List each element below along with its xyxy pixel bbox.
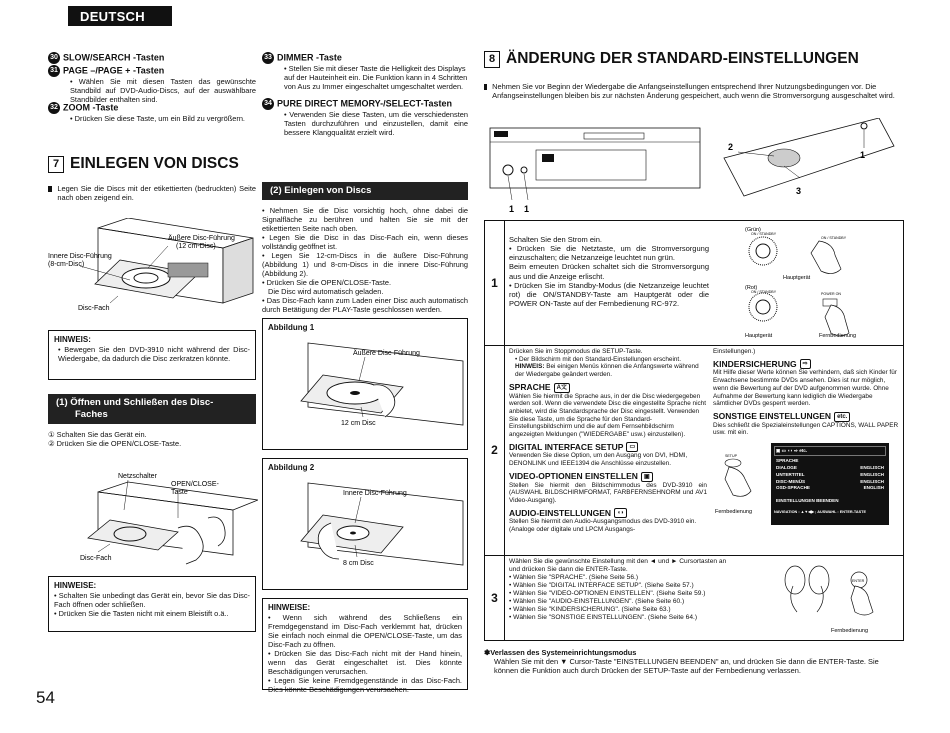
label-power-on: POWER ON (821, 292, 841, 296)
hinweis-text: • Bewegen Sie den DVD-3910 nicht während der Disc-Wiedergabe, da dadurch die Disc zerkratzen könnte. (58, 344, 250, 363)
figure-1 (262, 318, 468, 450)
screen-row (774, 485, 886, 492)
setup-button-illustration (713, 443, 771, 523)
label-open-close-2: Taste (171, 489, 188, 496)
hinweise-title: HINWEISE: (268, 603, 311, 612)
disc-tray-illustration (48, 218, 258, 326)
label-outer-guide: Äußere Disc-Führung (168, 235, 235, 242)
label-fernbedienung-3: Fernbedienung (831, 628, 869, 634)
digital-interface-icon: ▭ (626, 442, 638, 452)
step-line: • Der Bildschirm mit den Standard-Einstellungen erscheint. (515, 355, 681, 363)
label-disc-tray: Disc-Fach (78, 305, 110, 312)
item-text: • Drücken Sie diese Taste, um ein Bild zu vergrößern. (70, 114, 245, 123)
circle-number: 32 (48, 102, 60, 114)
step-line: • Drücken Sie im Standby-Modus (die Netzanzeige leuchtet rot) die ON/STANDBY-Taste am Hauptgerät oder die POWER ON-Taste auf der Fernbedienung RC-972. (509, 280, 709, 308)
label-inner-guide-sub: (8-cm-Disc) (48, 261, 85, 268)
step-line: • Wählen Sie "SPRACHE". (Siehe Seite 56.) (509, 574, 639, 582)
setup-screen-preview (771, 443, 889, 525)
circle-number: 34 (262, 98, 274, 110)
bullet-line: • Legen Sie 12-cm-Discs in die äußere Disc-Führung (Abbildung 1) und 8-cm-Discs in die innere Disc-Führung (Abbildung 2). (262, 251, 468, 279)
step-2-content (505, 346, 904, 556)
bullet-line: Die Disc wird automatisch geladen. (268, 287, 384, 297)
other-settings-icon: etc. (834, 412, 850, 422)
label-enter: ENTER (852, 579, 865, 583)
language-icon: A文 (554, 383, 570, 393)
dis-text: Verwenden Sie diese Option, um den Ausgang von DVI, HDMI, DENONLINK und IEEE1394 die Anschlüsse einzustellen. (509, 452, 688, 468)
step-line: Einstellungen.) (713, 348, 756, 355)
bullet-line: • Legen Sie die Disc in das Disc-Fach ein, wenn dieses vollständig geöffnet ist. (262, 233, 468, 252)
hinweise-line: • Legen Sie keine Fremdgegenstände in das Disc-Fach. Dies könnte Beschädigungen verursachen. (268, 675, 462, 694)
item-pure-direct (262, 98, 468, 137)
callout-1a: 1 (509, 204, 515, 214)
audio-text: Stellen Sie hiermit den Audio-Ausgangsmodus des DVD-3910 ein. (Analoge oder digitale und LPCM Ausgangs- (509, 518, 697, 533)
label-outer-guide: Äußere Disc-Führung (353, 350, 420, 357)
step-1-content (505, 221, 904, 346)
video-heading: VIDEO-OPTIONEN EINSTELLEN ▣ (509, 471, 707, 482)
label-onstandby-2: ON / STANDBY (821, 236, 847, 240)
dis-heading: DIGITAL INTERFACE SETUP ▭ (509, 442, 707, 453)
sonstige-text: Dies schließt die Spezialeinstellungen CAPTIONS, WALL PAPER usw. mit ein. (713, 421, 899, 437)
screen-row (774, 478, 886, 485)
section-7-heading (48, 155, 256, 174)
step-number: 1 (485, 221, 505, 346)
hinweis-box (48, 330, 256, 380)
section-8-heading (484, 50, 904, 69)
parental-lock-icon: ⇨ (800, 359, 811, 369)
label-open-close: OPEN/CLOSE- (171, 481, 219, 488)
item-title: DIMMER -Taste (277, 52, 342, 63)
callout-3: 3 (796, 186, 802, 196)
section-number: 8 (484, 51, 500, 68)
steps-table (484, 220, 904, 641)
hinweise-line: • Wenn sich während des Schließens ein Fremdgegenstand im Disc-Fach verklemmt hat, drücken Sie einfach noch einmal die OPEN/CLOSE-Taste, um das Disc-Fach zu öffnen. (268, 612, 462, 649)
hinweise-line: • Schalten Sie unbedingt das Gerät ein, bevor Sie das Disc-Fach öffnen oder schließen. (54, 590, 250, 609)
circle-number: 31 (48, 65, 60, 77)
label-setup: SETUP (725, 454, 737, 458)
kinder-text: Mit Hilfe dieser Werte können Sie verhindern, daß sich Kinder für Erwachsene bestimmte DVDs ansehen. Dies ist nur möglich, wenn die Bewertung auf der DVD aufgenommen wurde. Ohne Aufnahme der Bewertung kann lediglich die Wiedergabe sämtlicher DVDs gesperrt werden. (713, 369, 897, 408)
sonstige-heading: SONSTIGE EINSTELLUNGEN etc. (713, 411, 899, 422)
power-tray-illustration (48, 470, 258, 570)
exit-title: ✽Verlassen des Systemeinrichtungsmodus (484, 648, 637, 657)
audio-heading: AUDIO-EINSTELLUNGEN ◖◗ (509, 508, 707, 519)
screen-row-key: EINSTELLUNGEN BEENDEN (776, 498, 839, 504)
label-disc-tray-2: Disc-Fach (80, 555, 112, 562)
step-line: • Wählen Sie "KINDERSICHERUNG". (Siehe Seite 63.) (509, 606, 671, 614)
figure-title: Abbildung 2 (268, 463, 315, 472)
label-rot: (Rot) (745, 285, 758, 291)
item-title: PAGE –/PAGE + -Tasten (63, 65, 165, 76)
exit-text: Wählen Sie mit den ▼ Cursor-Taste "EINSTELLUNGEN BEENDEN" an, und drücken Sie dann die ENTER-Taste. Sie können die Funktion auch durch Drücken der SETUP-Taste auf der Fernbedienung verlassen. (494, 657, 879, 676)
figure-title: Abbildung 1 (268, 323, 315, 332)
label-power-switch: Netzschalter (118, 473, 157, 480)
screen-tabs: ▣ ▭ ◖◗ ⇨ etc. (774, 446, 886, 456)
step-line: Beim erneuten Drücken schaltet sich die Stromversorgung aus und die Anzeige erlischt. (509, 262, 709, 281)
hinweise-box (48, 576, 256, 632)
step-line: • Wählen Sie "VIDEO-OPTIONEN EINSTELLEN". (Siehe Seite 59.) (509, 590, 706, 598)
section-number: 7 (48, 156, 64, 173)
screen-rows (774, 458, 886, 505)
label-hauptgeraet-1: Hauptgerät (783, 275, 811, 281)
label-gruen: (Grün) (745, 227, 761, 233)
hinweis-label: HINWEIS: (515, 363, 545, 371)
insert-disc-bullets (262, 206, 468, 314)
screen-row (774, 464, 886, 471)
page-number: 54 (36, 688, 55, 707)
circle-number: 30 (48, 52, 60, 64)
hinweise-line: • Drücken Sie die Tasten nicht mit einem Bleistift o.ä.. (54, 608, 229, 618)
sprache-prefix: Wählen (509, 392, 531, 400)
bullet-line: • Das Disc-Fach kann zum Laden einer Disc auch automatisch durch Betätigung der PLAY-Taste geschlossen werden. (262, 296, 468, 315)
screen-row (774, 471, 886, 478)
step-line: • Drücken Sie die Netztaste, um die Stromversorgung einzuschalten; die Netzanzeige leuchtet nun grün. (509, 244, 709, 263)
bullet-line: • Drücken Sie die OPEN/CLOSE-Taste. (262, 278, 392, 288)
step-number: 3 (485, 556, 505, 641)
kinder-heading: KINDERSICHERUNG ⇨ (713, 359, 899, 370)
step-line: Schalten Sie den Strom ein. (509, 235, 602, 244)
label-onstandby-3: ON / STANDBY (751, 290, 777, 294)
step-line: Wählen Sie die gewünschte Einstellung mit den ◄ und ► Cursortasten an und drücken Sie dann die ENTER-Taste. (509, 558, 727, 574)
screen-row-key: SPRACHE (776, 458, 799, 464)
section-8-intro: Nehmen Sie vor Beginn der Wiedergabe die Anfangseinstellungen entsprechend Ihrer Nutzungsbedingungen vor. Die Anfangseinstellungen bleiben bis zur nächsten Änderung gespeichert, auch wenn die Stromversorgung ausgeschaltet wird. (484, 82, 904, 100)
step-line: • Wählen Sie "SONSTIGE EINSTELLUNGEN". (Siehe Seite 64.) (509, 614, 698, 622)
power-buttons-illustration (709, 223, 899, 341)
subsection-2-heading: (2) Einlegen von Discs (262, 182, 468, 200)
label-fernbedienung-2: Fernbedienung (715, 509, 753, 515)
step-row-3 (485, 556, 904, 641)
item-dimmer (262, 52, 468, 91)
item-page (48, 65, 256, 104)
hinweise-box-2 (262, 598, 468, 694)
callout-2: 2 (728, 142, 734, 152)
item-text: • Stellen Sie mit dieser Taste die Helligkeit des Displays auf der Hauteinheit ein. Die Funktion kann in 4 Schritten von Aus zu Immer eingeschaltet umgeschaltet werden. (284, 64, 468, 92)
label-fernbedienung-1: Fernbedienung (819, 333, 857, 339)
screen-row-value: ENGLISCH (860, 464, 884, 470)
sprache-text: Sie hiermit die Sprache aus, in der die Disc wiedergegeben werden soll. Wenn die verwendete Disc die eingestellte Sprache nicht anbietet, wird die Standardsprache der Disc eingestellt. Verwenden Sie diese Taste, um die Sprache für den Standard-Einstellungsbildschirm und die auf dem Fernsehbildschirm angezeigten Meldungen ("WIEDERGABE" usw.) einzustellen). (509, 392, 707, 438)
language-tab: DEUTSCH (68, 6, 172, 26)
step-line: ① Schalten Sie das Gerät ein. (48, 430, 147, 439)
screen-row-key: DISC-MENÜS (776, 478, 806, 484)
step-3-content (505, 556, 904, 641)
figure-2 (262, 458, 468, 590)
video-text: Stellen Sie hiermit den Bildschirmmodus des DVD-3910 ein (AUSWAHL BILDSCHIRMFORMAT, FARBFERNSEHNORM und AV1 Video-Ausgang). (509, 481, 707, 504)
item-slow-search (48, 52, 256, 64)
label-inner-guide: Innere Disc-Führung (48, 253, 112, 260)
label-onstandby-1: ON / STANDBY (751, 232, 777, 236)
screen-row-value: ENGLISH (863, 485, 884, 491)
screen-row-key: UNTERTITEL (776, 471, 805, 477)
step-number: 2 (485, 346, 505, 556)
step-line: Drücken Sie im Stoppmodus die SETUP-Taste. (509, 348, 643, 355)
screen-row-key: DIALOGE (776, 464, 797, 470)
hinweise-title: HINWEISE: (54, 581, 97, 590)
cursor-enter-illustration (737, 558, 897, 638)
item-text: • Verwenden Sie diese Tasten, um die verschiedensten Tasten durchzuführen und einzustellen, damit eine bessere Klangqualität erzielt wird. (284, 110, 468, 138)
step-line: ② Drücken Sie die OPEN/CLOSE-Taste. (48, 439, 182, 449)
label-hauptgeraet-2: Hauptgerät (745, 333, 773, 339)
screen-row-value: ENGLISCH (860, 478, 884, 484)
section-title: ÄNDERUNG DER STANDARD-EINSTELLUNGEN (506, 50, 859, 67)
step-row-1 (485, 221, 904, 346)
circle-number: 33 (262, 52, 274, 64)
callout-1c: 1 (860, 150, 866, 160)
screen-row (774, 498, 886, 505)
sprache-heading: SPRACHE A文 (509, 382, 707, 393)
section-title: EINLEGEN VON DISCS (70, 155, 239, 172)
callout-1b: 1 (524, 204, 530, 214)
video-icon: ▣ (641, 472, 653, 482)
audio-icon: ◖◗ (614, 508, 627, 518)
label-disc-12cm: 12 cm Disc (341, 420, 376, 427)
device-remote-illustration (484, 118, 904, 218)
hinweis-text: Bei einigen Menüs können die Anfangswerte während der Wiedergabe geändert werden. (515, 363, 699, 379)
screen-row (774, 458, 886, 465)
label-inner-guide: Innere Disc-Führung (343, 490, 407, 497)
step-line: • Wählen Sie "AUDIO-EINSTELLUNGEN". (Siehe Seite 60.) (509, 598, 685, 606)
label-disc-8cm: 8 cm Disc (343, 560, 374, 567)
screen-row-value: ENGLISCH (860, 471, 884, 477)
item-title: ZOOM -Taste (63, 102, 119, 113)
step-line: • Wählen Sie "DIGITAL INTERFACE SETUP". (Siehe Seite 57.) (509, 582, 694, 590)
step-row-2 (485, 346, 904, 556)
hinweise-line: • Drücken Sie das Disc-Fach nicht mit der Hand hinein, wenn das Gerät eingeschaltet ist. Dies könnte Beschädigungen verursachen. (268, 648, 462, 676)
label-outer-guide-sub: (12 cm-Disc) (176, 243, 216, 250)
screen-footer: NAVIGATION : ▲▼◀▶ ; AUSWAHL : ENTER-TASTE (774, 510, 867, 515)
screen-row-key: OSD-SPRACHE (776, 485, 810, 491)
item-title: PURE DIRECT MEMORY-/SELECT-Tasten (277, 98, 453, 109)
exit-setup-note (484, 648, 904, 675)
bullet-line: • Nehmen Sie die Disc vorsichtig hoch, ohne dabei die Signalfläche zu berühren und halten Sie sie mit der etikettierten Seite nach oben. (262, 206, 468, 234)
item-title: SLOW/SEARCH -Tasten (63, 52, 165, 63)
item-text: • Wählen Sie mit diesen Tasten das gewünschte Standbild auf DVD-Audio-Discs, auf der auswählbare Standbilder enthalten sind. (70, 77, 256, 105)
section-7-intro: Legen Sie die Discs mit der etikettierten (bedruckten) Seite nach oben zeigend ein. (48, 184, 256, 202)
hinweis-title: HINWEIS: (54, 335, 91, 344)
item-zoom (48, 102, 256, 123)
open-close-steps (48, 430, 256, 448)
subsection-1-heading: (1) Öffnen und Schließen des Disc- Faches (48, 394, 256, 424)
